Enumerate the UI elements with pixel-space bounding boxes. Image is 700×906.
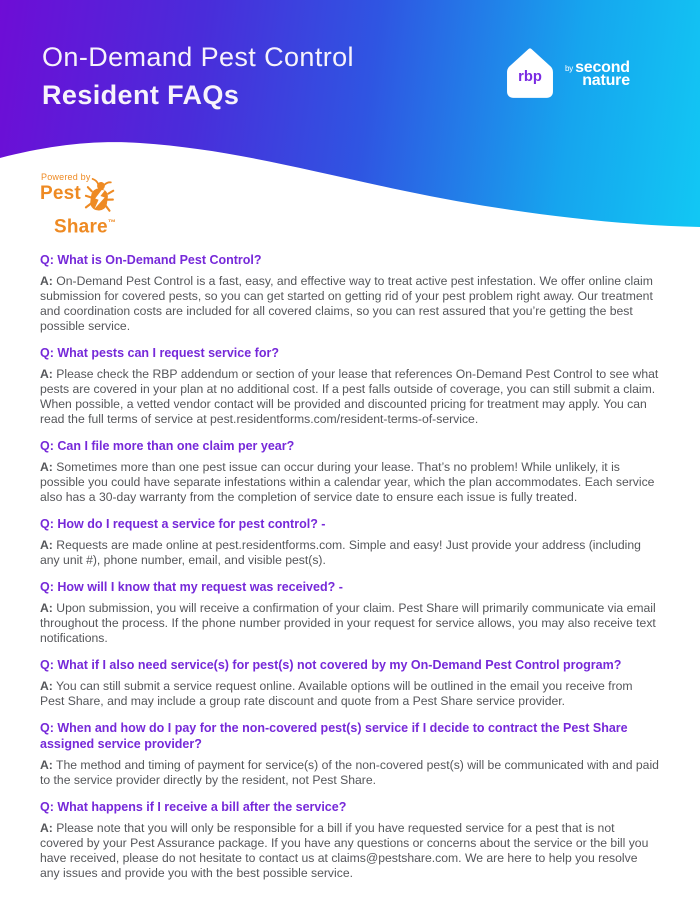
answer-text: Sometimes more than one pest issue can occur during your lease. That’s no problem! While unlikely, it is possible you could have separate infestations within a calendar year, which the plan accommodates. Each service also has a 30-day warranty from the completion of service date to ensure each issue is fully treated. (40, 460, 655, 504)
faq-item (40, 799, 660, 881)
faq-answer (40, 538, 660, 568)
faq-item (40, 516, 660, 568)
faq-item (40, 345, 660, 427)
faq-list (0, 240, 700, 881)
second-nature-wordmark (565, 61, 630, 87)
answer-text: On-Demand Pest Control is a fast, easy, and effective way to treat active pest infestation. We offer online claim submission for covered pests, so you can get started on getting rid of your pest problem right away. Our treatment and coordination costs are included for all covered claims, so you can rest assured that you’re getting the best possible service. (40, 274, 653, 333)
answer-prefix: A: (40, 274, 53, 288)
page-subtitle: Resident FAQs (42, 80, 240, 110)
answer-text: Upon submission, you will receive a confirmation of your claim. Pest Share will primarily communicate via email throughout the process. If the phone number provided in your request for service allows, you may also receive text notifications. (40, 601, 656, 645)
faq-answer (40, 460, 660, 505)
faq-item (40, 252, 660, 334)
answer-prefix: A: (40, 460, 53, 474)
faq-question: Q: When and how do I pay for the non-covered pest(s) service if I decide to contract the Pest Share assigned service provider? (40, 721, 628, 751)
answer-text: Requests are made online at pest.residentforms.com. Simple and easy! Just provide your address (including any unit #), phone number, email, and visible pest(s). (40, 538, 641, 567)
faq-answer (40, 679, 660, 709)
faq-question: Q: What if I also need service(s) for pest(s) not covered by my On-Demand Pest Control program? (40, 658, 622, 672)
page-title-block (42, 38, 354, 114)
faq-question: Q: How do I request a service for pest control? - (40, 517, 326, 531)
faq-item (40, 579, 660, 646)
answer-prefix: A: (40, 679, 53, 693)
header-banner (0, 0, 700, 240)
faq-question: Q: What pests can I request service for? (40, 346, 279, 360)
faq-answer (40, 601, 660, 646)
faq-answer (40, 758, 660, 788)
answer-prefix: A: (40, 758, 53, 772)
answer-prefix: A: (40, 367, 53, 381)
faq-answer (40, 821, 660, 881)
faq-answer (40, 274, 660, 334)
answer-text: You can still submit a service request online. Available options will be outlined in the email you receive from Pest Share, and may include a group rate discount and quote from a Pest Share service provider. (40, 679, 633, 708)
answer-prefix: A: (40, 601, 53, 615)
share-text: Share (54, 216, 108, 238)
rbp-house-icon (504, 46, 556, 102)
answer-prefix: A: (40, 538, 53, 552)
answer-text: The method and timing of payment for service(s) of the non-covered pest(s) will be communicated with and paid to the service provider directly by the resident, not Pest Share. (40, 758, 659, 787)
answer-prefix: A: (40, 821, 53, 835)
faq-item (40, 438, 660, 505)
powered-by-label: Powered by (41, 172, 91, 182)
bug-icon (83, 176, 118, 216)
by-label: by (565, 64, 574, 73)
faq-question: Q: What happens if I receive a bill after the service? (40, 800, 347, 814)
faq-item (40, 657, 660, 709)
faq-item (40, 720, 660, 788)
rbp-logo (504, 46, 630, 102)
brand-second: second (575, 59, 630, 76)
trademark: ™ (107, 218, 117, 227)
faq-answer (40, 367, 660, 427)
answer-text: Please check the RBP addendum or section of your lease that references On-Demand Pest Control to see what pests are covered in your plan at no additional cost. If a pest falls outside of coverage, you can still submit a claim. When possible, a vetted vendor contact will be provided and discounted pricing for treatment may apply. You can read the full terms of service at pest.residentforms.com/resident-terms-of-service. (40, 367, 659, 426)
pestshare-logo (40, 172, 117, 238)
answer-text: Please note that you will only be responsible for a bill if you have requested service for a pest that is not covered by your Pest Assurance package. If you have any questions or concerns about the service or the bill you have received, please do not hesitate to contact us at claims@pestshare.com. We are here to help you resolve any issues and provide you with the best possible service. (40, 821, 649, 880)
faq-question: Q: What is On-Demand Pest Control? (40, 253, 262, 267)
pestshare-word-share (54, 214, 117, 238)
brand-nature: nature (582, 72, 630, 89)
page-title: On-Demand Pest Control (42, 42, 354, 72)
pestshare-word-pest: Pest (40, 183, 81, 204)
rbp-text: rbp (518, 68, 542, 85)
faq-question: Q: Can I file more than one claim per year? (40, 439, 295, 453)
faq-question: Q: How will I know that my request was received? - (40, 580, 343, 594)
